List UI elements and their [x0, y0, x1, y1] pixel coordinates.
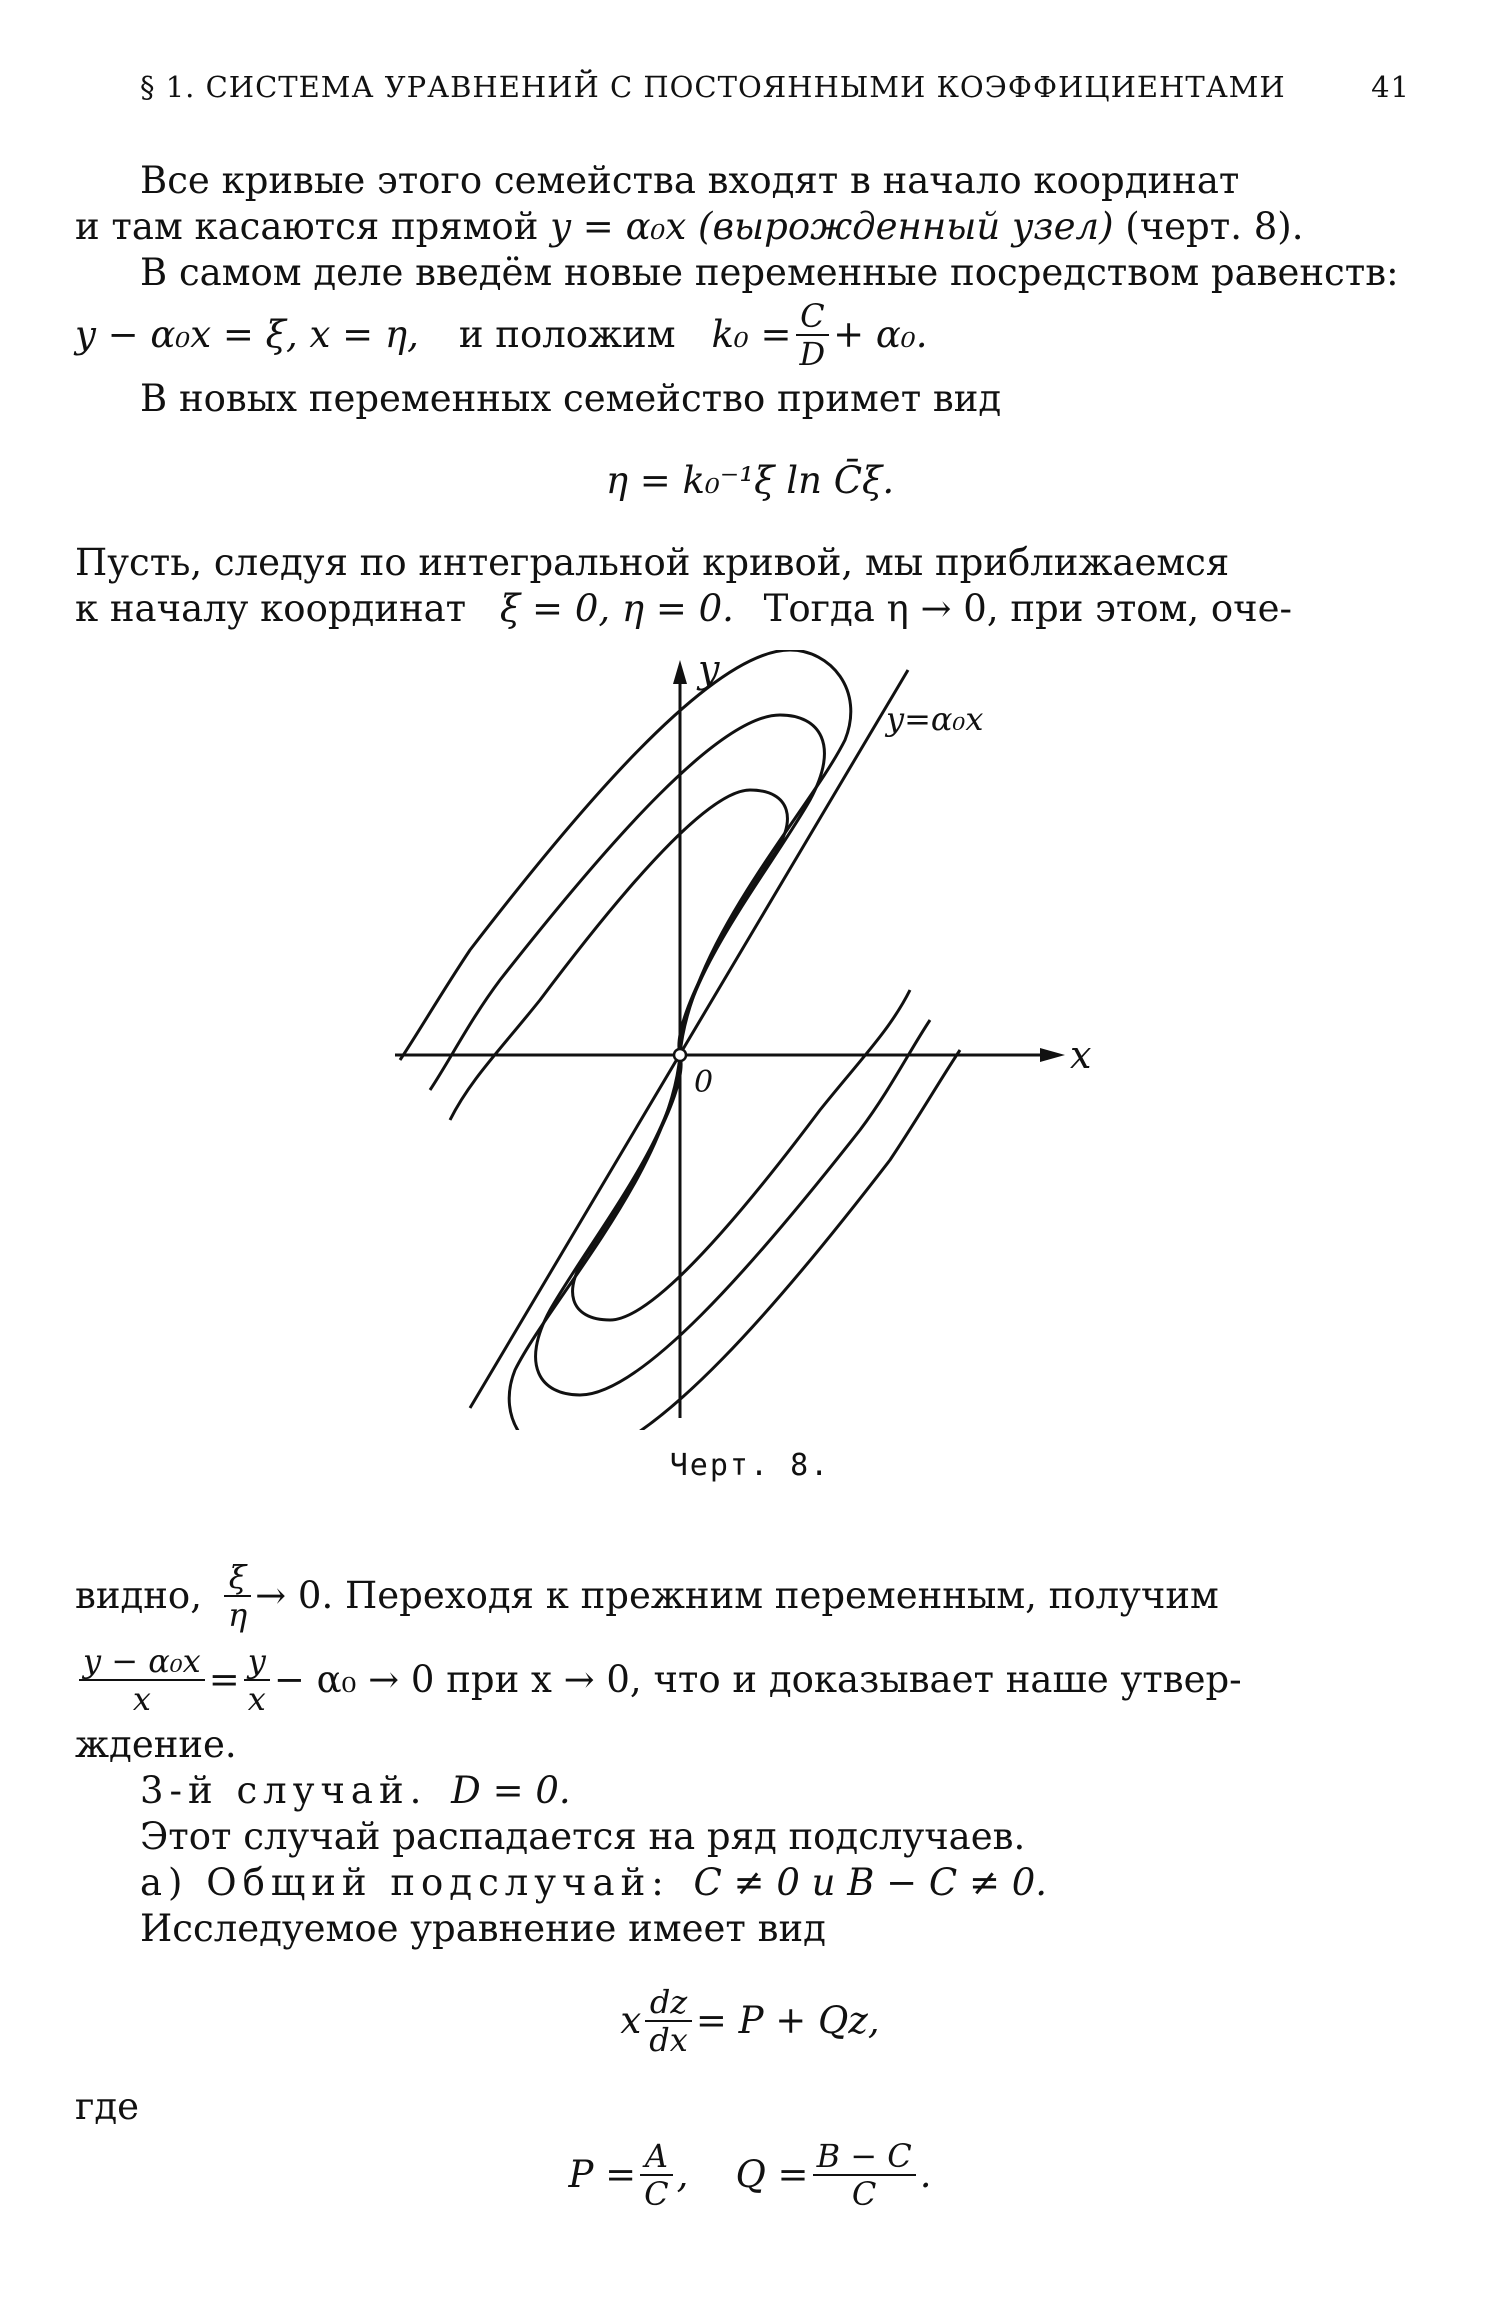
- dz-dx-fraction: $\frac{dz}{dx}$: [645, 1986, 692, 2056]
- p4-line3: ждение.: [75, 1723, 237, 1766]
- p4-line1: видно, $\frac{\xi}{\eta}$ → 0. Переходя к прежним переменным, получим: [75, 1558, 1219, 1634]
- origin-label: 0: [694, 1065, 714, 1100]
- case3-line3: а) Общий подслучай: C ≠ 0 и B − C ≠ 0.: [140, 1861, 1048, 1904]
- curve-upper-medium: [430, 715, 824, 1090]
- curve-lower-medium: [536, 1020, 930, 1395]
- p3-line2: к началу координат ξ = 0, η = 0. Тогда η → 0, при этом, оче-: [75, 587, 1293, 630]
- origin-point: [674, 1049, 686, 1061]
- degenerate-node-term: (вырожденный узел): [686, 205, 1114, 248]
- ratio-fraction-1: $\frac{\text{y − α₀x}}{x}$: [79, 1645, 205, 1715]
- case3-title: 3-й случай.: [140, 1769, 428, 1812]
- p-fraction: $\frac{A}{C}$: [640, 2140, 672, 2210]
- p1-line1: Все кривые этого семейства входят в начало координат: [140, 159, 1240, 202]
- subcase-title: а) Общий подслучай:: [140, 1861, 670, 1904]
- line-equation: y = α₀x: [550, 205, 687, 248]
- p2-line1: В новых переменных семейство примет вид: [140, 377, 1002, 420]
- formula-family: η = k₀⁻¹ξ ln C̄ξ.: [605, 459, 895, 502]
- p1-line4: y − α₀x = ξ, x = η, и положим k₀ = $\frac{C}{D}$ + α₀.: [75, 297, 928, 373]
- equation-pq: P = $\frac{A}{C}$ , Q = $\frac{B - C}{C}$ .: [568, 2137, 932, 2213]
- xi-eta-fraction: $\frac{\xi}{\eta}$: [224, 1561, 251, 1631]
- p1-line2: и там касаются прямой y = α₀x (вырожденный узел) (черт. 8).: [75, 205, 1304, 248]
- section-title: § 1. СИСТЕМА УРАВНЕНИЙ С ПОСТОЯННЫМИ КОЭФФИЦИЕНТАМИ: [140, 70, 1286, 104]
- p1-line3: В самом деле введём новые переменные посредством равенств:: [140, 251, 1399, 294]
- y-axis-label: y: [698, 650, 720, 691]
- q-fraction: $\frac{B - C}{C}$: [813, 2140, 916, 2210]
- p4-line2: $\frac{\text{y − α₀x}}{x}$ = $\frac{y}{x}$ − α₀ → 0 при x → 0, что и доказывает наше утвер-: [75, 1640, 1410, 1720]
- curve-upper-large: [400, 650, 851, 1060]
- equation-main: x $\frac{dz}{dx}$ = P + Qz,: [620, 1983, 880, 2059]
- tangent-line-label: y=α₀x: [886, 700, 984, 738]
- k0-fraction: $\frac{C}{D}$: [796, 300, 830, 370]
- figure-caption: Черт. 8.: [669, 1448, 831, 1483]
- substitution: y − α₀x = ξ, x = η,: [75, 313, 419, 356]
- page-number: 41: [1371, 70, 1410, 104]
- y-axis-arrow: [673, 660, 687, 684]
- ratio-fraction-2: $\frac{y}{x}$: [244, 1645, 270, 1715]
- where-word: где: [75, 2085, 140, 2128]
- case3-line2: Этот случай распадается на ряд подслучаев.: [140, 1815, 1026, 1858]
- figure-ref: (черт. 8).: [1113, 205, 1304, 248]
- tangent-line: [470, 670, 908, 1408]
- running-header: [140, 70, 1410, 104]
- case3-heading: 3-й случай. D = 0.: [140, 1769, 571, 1812]
- x-axis-label: x: [1070, 1033, 1092, 1077]
- case3-line4: Исследуемое уравнение имеет вид: [140, 1907, 826, 1950]
- x-axis-arrow: [1040, 1048, 1065, 1062]
- figure-degenerate-node: [380, 650, 1120, 1430]
- curve-lower-large: [509, 1050, 960, 1430]
- p3-line1: Пусть, следуя по интегральной кривой, мы приближаемся: [75, 541, 1230, 584]
